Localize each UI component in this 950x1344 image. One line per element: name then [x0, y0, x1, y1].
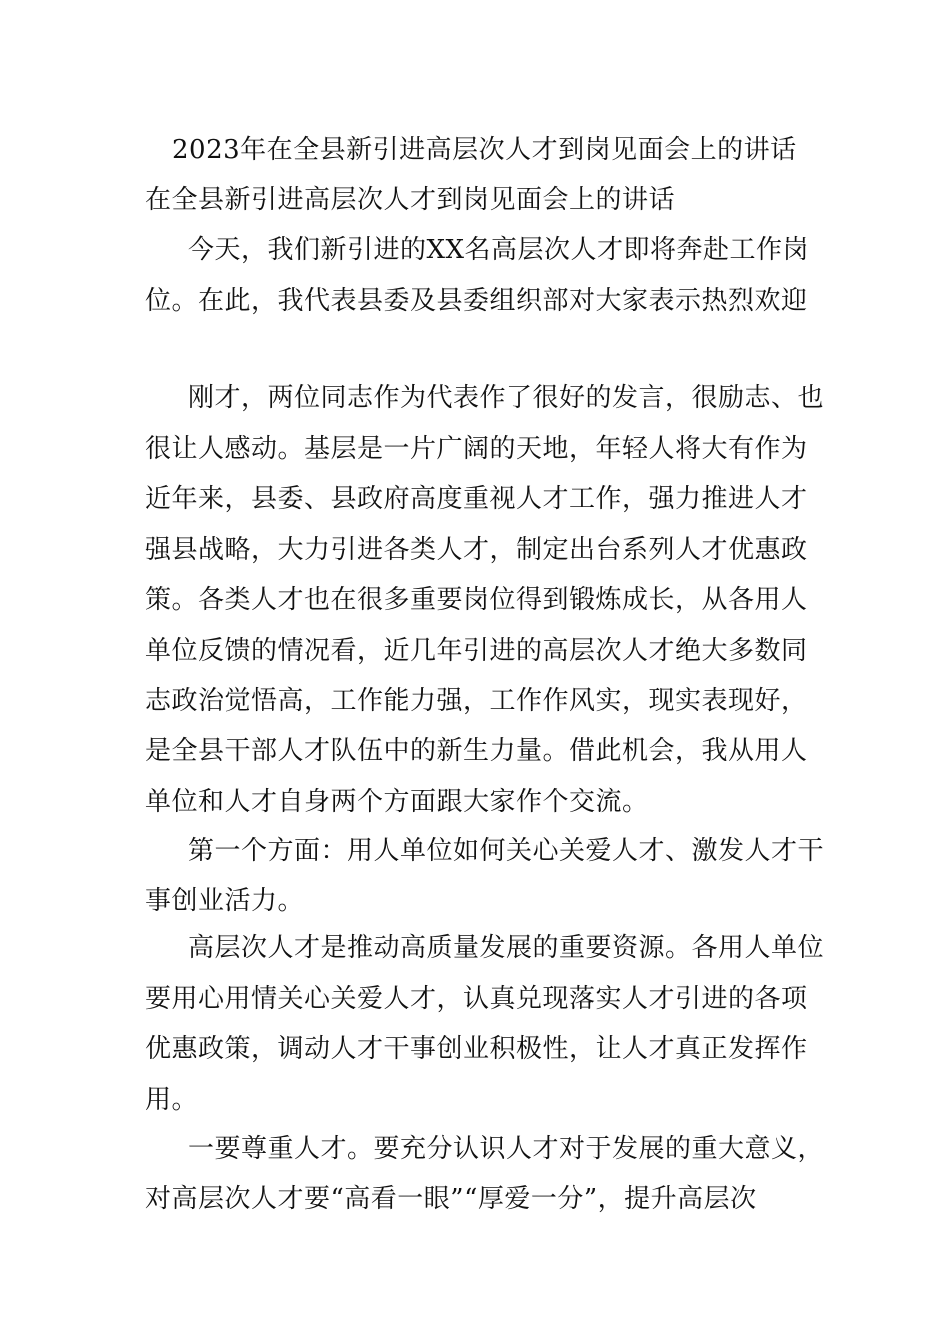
- paragraph-line: 很让人感动。基层是一片广阔的天地，年轻人将大有作为: [145, 434, 808, 464]
- paragraph-line: 单位和人才自身两个方面跟大家作个交流。: [145, 787, 649, 817]
- paragraph-line: 要用心用情关心关爱人才，认真兑现落实人才引进的各项: [145, 984, 808, 1014]
- paragraph-line: 刚才，两位同志作为代表作了很好的发言，很励志、也: [188, 383, 825, 413]
- document-subtitle: 在全县新引进高层次人才到岗见面会上的讲话: [145, 185, 676, 215]
- paragraph-line: 今天，我们新引进的XX名高层次人才即将奔赴工作岗: [188, 235, 810, 265]
- paragraph-line: 优惠政策，调动人才干事创业积极性，让人才真正发挥作: [145, 1034, 808, 1064]
- document-title: 2023年在全县新引进高层次人才到岗见面会上的讲话: [172, 135, 797, 165]
- paragraph-line: 强县战略，大力引进各类人才，制定出台系列人才优惠政: [145, 535, 808, 565]
- paragraph-line: 近年来，县委、县政府高度重视人才工作，强力推进人才: [145, 484, 808, 514]
- paragraph-line: 用。: [145, 1085, 199, 1115]
- paragraph-line: 事创业活力。: [145, 886, 305, 916]
- paragraph-line: 对高层次人才要“高看一眼”“厚爱一分”，提升高层次: [145, 1184, 757, 1214]
- paragraph-line: 第一个方面：用人单位如何关心关爱人才、激发人才干: [188, 836, 825, 866]
- paragraph-line: 一要尊重人才。要充分认识人才对于发展的重大意义，: [188, 1134, 825, 1164]
- paragraph-line: 志政治觉悟高，工作能力强，工作作风实，现实表现好，: [145, 686, 808, 716]
- paragraph-line: 位。在此，我代表县委及县委组织部对大家表示热烈欢迎: [145, 286, 808, 316]
- paragraph-line: 策。各类人才也在很多重要岗位得到锻炼成长，从各用人: [145, 585, 808, 615]
- paragraph-line: 单位反馈的情况看，近几年引进的高层次人才绝大多数同: [145, 636, 808, 666]
- paragraph-line: 是全县干部人才队伍中的新生力量。借此机会，我从用人: [145, 736, 808, 766]
- paragraph-line: 高层次人才是推动高质量发展的重要资源。各用人单位: [188, 933, 825, 963]
